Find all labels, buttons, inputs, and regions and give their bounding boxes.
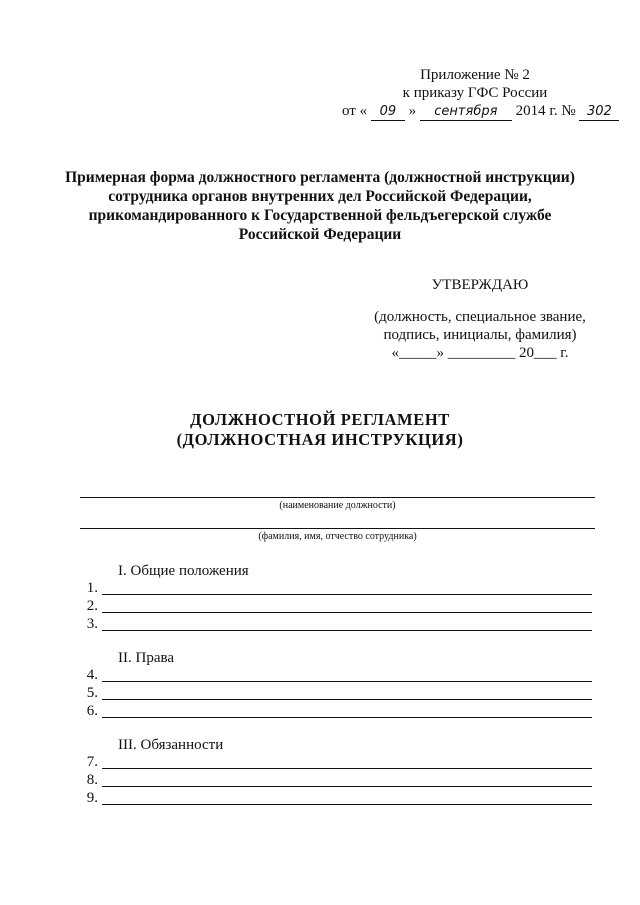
document-title-line: ДОЛЖНОСТНОЙ РЕГЛАМЕНТ [190, 410, 450, 429]
item-fill-line[interactable] [102, 699, 592, 700]
section-heading: I. Общие положения [118, 563, 249, 579]
item-fill-line[interactable] [102, 681, 592, 682]
approval-position-caption: (должность, специальное звание, [374, 309, 586, 325]
order-quote-close: » [408, 103, 417, 119]
item-fill-line[interactable] [102, 630, 592, 631]
form-title-line: сотрудника органов внутренних дел Российской Федерации, [108, 188, 532, 205]
item-fill-line[interactable] [102, 612, 592, 613]
list-item[interactable] [80, 772, 592, 788]
item-fill-line[interactable] [102, 717, 592, 718]
document-title [160, 410, 480, 450]
name-fill-line[interactable] [80, 528, 595, 529]
item-number: 3. [86, 616, 98, 632]
order-prefix: от « [342, 103, 368, 119]
order-day-handwritten: 09 [371, 104, 405, 121]
list-item[interactable] [80, 754, 592, 770]
item-number: 8. [86, 772, 98, 788]
list-item[interactable] [80, 580, 592, 596]
appendix-order-ref: к приказу ГФС России [402, 85, 548, 101]
item-fill-line[interactable] [102, 594, 592, 595]
list-item[interactable] [80, 667, 592, 683]
appendix-number: Приложение № 2 [420, 67, 530, 83]
position-caption: (наименование должности) [279, 500, 396, 511]
item-number: 5. [86, 685, 98, 701]
order-month-handwritten: сентября [420, 104, 512, 121]
item-number: 9. [86, 790, 98, 806]
item-number: 2. [86, 598, 98, 614]
section-heading: II. Права [118, 650, 175, 666]
name-caption: (фамилия, имя, отчество сотрудника) [258, 531, 417, 542]
item-number: 4. [86, 667, 98, 683]
appendix-block [330, 66, 620, 102]
item-fill-line[interactable] [102, 786, 592, 787]
item-fill-line[interactable] [102, 804, 592, 805]
approval-block [360, 276, 600, 362]
form-title [60, 168, 580, 244]
list-item[interactable] [80, 685, 592, 701]
order-number-handwritten: 302 [579, 104, 619, 121]
list-item[interactable] [80, 598, 592, 614]
form-title-line: Примерная форма должностного регламента (должностной инструкции) [65, 169, 575, 186]
section-heading: III. Обязанности [118, 737, 224, 753]
order-year: 2014 г. № [515, 103, 576, 119]
list-item[interactable] [80, 790, 592, 806]
list-item[interactable] [80, 616, 592, 632]
position-fill-line[interactable] [80, 497, 595, 498]
approval-date-line: «_____» _________ 20___ г. [391, 345, 569, 361]
form-title-line: Российской Федерации [238, 226, 402, 243]
document-title-line: (ДОЛЖНОСТНАЯ ИНСТРУКЦИЯ) [176, 430, 464, 449]
item-number: 1. [86, 580, 98, 596]
item-number: 6. [86, 703, 98, 719]
item-fill-line[interactable] [102, 768, 592, 769]
approval-signature-caption: подпись, инициалы, фамилия) [383, 327, 577, 343]
item-number: 7. [86, 754, 98, 770]
list-item[interactable] [80, 703, 592, 719]
form-title-line: прикомандированного к Государственной фельдъегерской службе [88, 207, 552, 224]
approval-heading: УТВЕРЖДАЮ [431, 277, 529, 293]
order-date-line [342, 102, 619, 121]
